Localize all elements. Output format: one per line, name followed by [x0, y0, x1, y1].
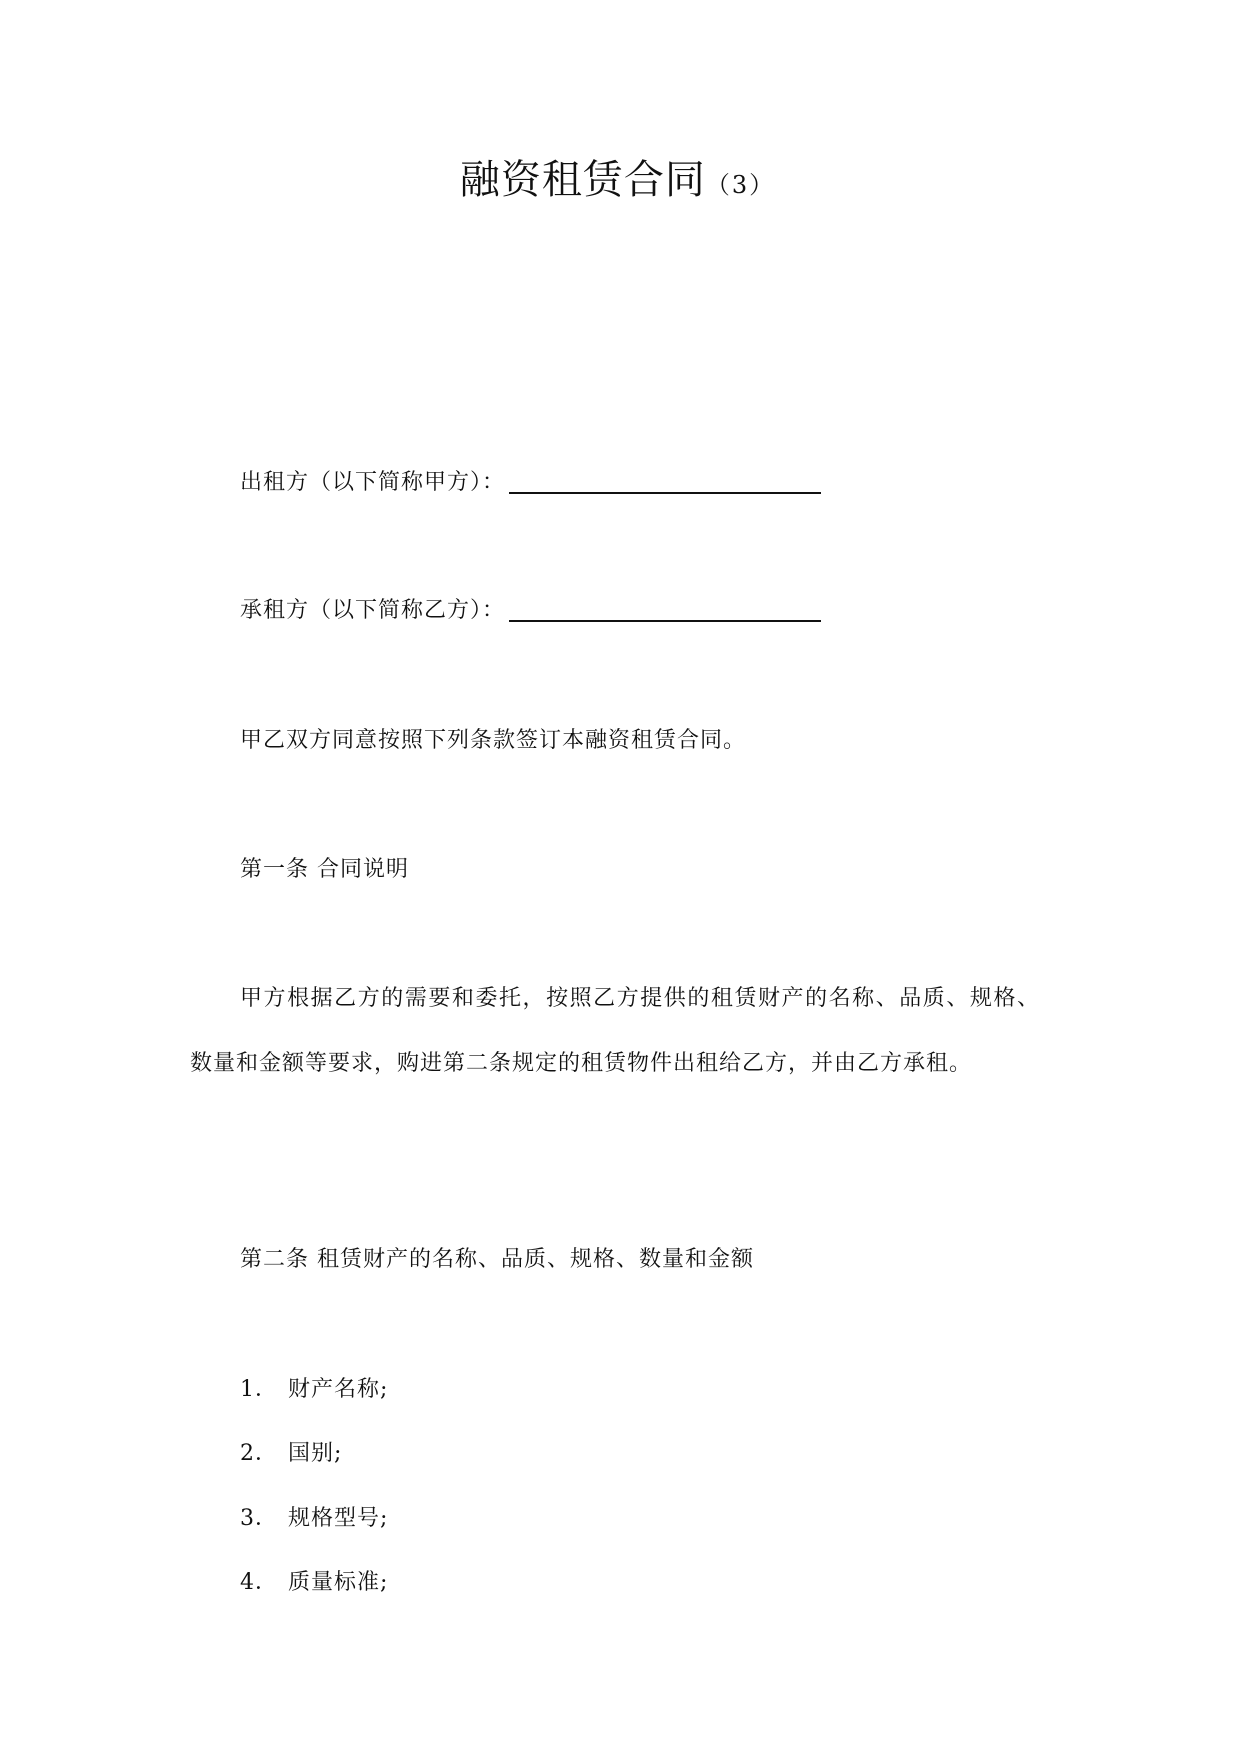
lessor-line: [240, 468, 821, 498]
lessee-fill-blank: [509, 598, 821, 622]
list-item-text: 国别;: [288, 1441, 343, 1466]
list-item-number: 4．: [240, 1570, 278, 1595]
list-item: [240, 1375, 388, 1405]
intro-paragraph: 甲乙双方同意按照下列条款签订本融资租赁合同。: [240, 728, 747, 753]
list-item-number: 2．: [240, 1441, 278, 1466]
article-2-heading: 第二条 租赁财产的名称、品质、规格、数量和金额: [240, 1247, 754, 1272]
list-item-number: 1．: [240, 1377, 278, 1402]
lessee-label: 承租方（以下简称乙方）：: [240, 598, 506, 623]
list-item: [240, 1568, 388, 1598]
document-title: [0, 150, 1235, 215]
list-item: [240, 1504, 388, 1534]
list-item-number: 3．: [240, 1506, 278, 1531]
list-item-text: 财产名称;: [288, 1377, 389, 1402]
lessor-fill-blank: [509, 470, 821, 494]
lessee-line: [240, 596, 821, 626]
title-suffix: （3）: [705, 171, 776, 199]
title-main: 融资租赁合同: [459, 157, 706, 203]
list-item: [240, 1439, 342, 1469]
list-item-text: 规格型号;: [288, 1506, 389, 1531]
list-item-text: 质量标准;: [288, 1570, 389, 1595]
article-1-body: 甲方根据乙方的需要和委托，按照乙方提供的租赁财产的名称、品质、规格、数量和金额等要求，购进第二条规定的租赁物件出租给乙方，并由乙方承租。: [190, 986, 1040, 1076]
article-1-heading: 第一条 合同说明: [240, 857, 409, 882]
lessor-label: 出租方（以下简称甲方）：: [240, 470, 506, 495]
